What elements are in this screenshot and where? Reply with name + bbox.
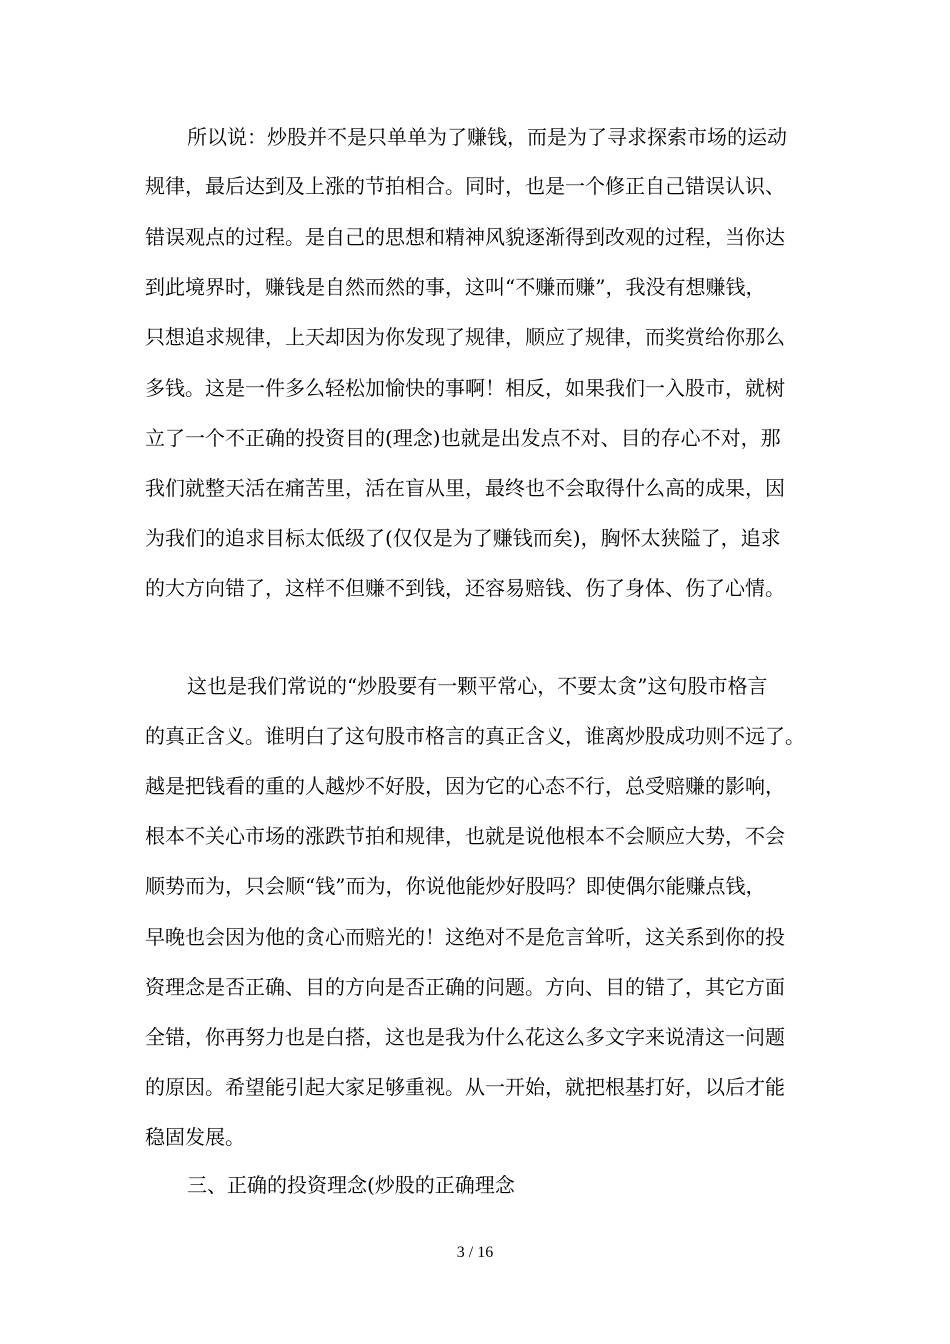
paragraph-1-line-8: 我们就整天活在痛苦里，活在盲从里，最终也不会取得什么高的成果，因 xyxy=(145,476,785,500)
paragraph-1-line-6: 多钱。这是一件多么轻松加愉快的事啊！相反，如果我们一入股市，就树 xyxy=(145,376,785,400)
paragraph-2-line-6: 早晚也会因为他的贪心而赔光的！这绝对不是危言耸听，这关系到你的投 xyxy=(145,925,785,949)
paragraph-2-line-4: 根本不关心市场的涨跌节拍和规律，也就是说他根本不会顺应大势，不会 xyxy=(145,824,785,848)
page-number: 3 / 16 xyxy=(456,1244,494,1261)
paragraph-1-line-2: 规律，最后达到及上涨的节拍相合。同时，也是一个修正自己错误认识、 xyxy=(145,174,785,198)
paragraph-2-line-8: 全错，你再努力也是白搭，这也是我为什么花这么多文字来说清这一问题 xyxy=(145,1025,785,1049)
paragraph-1-line-3: 错误观点的过程。是自己的思想和精神风貌逐渐得到改观的过程，当你达 xyxy=(145,225,785,249)
paragraph-2-line-3: 越是把钱看的重的人越炒不好股，因为它的心态不行，总受赔赚的影响， xyxy=(145,774,785,798)
paragraph-1-line-4: 到此境界时，赚钱是自然而然的事，这叫“不赚而赚”，我没有想赚钱， xyxy=(145,275,766,299)
paragraph-1-line-10: 的大方向错了，这样不但赚不到钱，还容易赔钱、伤了身体、伤了心情。 xyxy=(145,576,785,600)
paragraph-2-line-2: 的真正含义。谁明白了这句股市格言的真正含义，谁离炒股成功则不远了。 xyxy=(145,724,805,748)
paragraph-2-line-10: 稳固发展。 xyxy=(145,1125,245,1149)
paragraph-1-line-5: 只想追求规律，上天却因为你发现了规律，顺应了规律，而奖赏给你那么 xyxy=(145,325,785,349)
section-heading: 三、正确的投资理念(炒股的正确理念 xyxy=(187,1173,515,1197)
paragraph-2-line-7: 资理念是否正确、目的方向是否正确的问题。方向、目的错了，其它方面 xyxy=(145,975,785,999)
paragraph-1-line-9: 为我们的追求目标太低级了(仅仅是为了赚钱而矣)，胸怀太狭隘了，追求 xyxy=(145,526,781,550)
paragraph-2-line-9: 的原因。希望能引起大家足够重视。从一开始，就把根基打好，以后才能 xyxy=(145,1075,785,1099)
paragraph-2-line-5: 顺势而为，只会顺“钱”而为，你说他能炒好股吗？即使偶尔能赚点钱， xyxy=(145,874,766,898)
paragraph-2-line-1: 这也是我们常说的“炒股要有一颗平常心，不要太贪”这句股市格言 xyxy=(187,674,768,698)
paragraph-1-line-7: 立了一个不正确的投资目的(理念)也就是出发点不对、目的存心不对，那 xyxy=(145,426,781,450)
paragraph-1-line-1: 所以说：炒股并不是只单单为了赚钱，而是为了寻求探索市场的运动 xyxy=(187,125,787,149)
